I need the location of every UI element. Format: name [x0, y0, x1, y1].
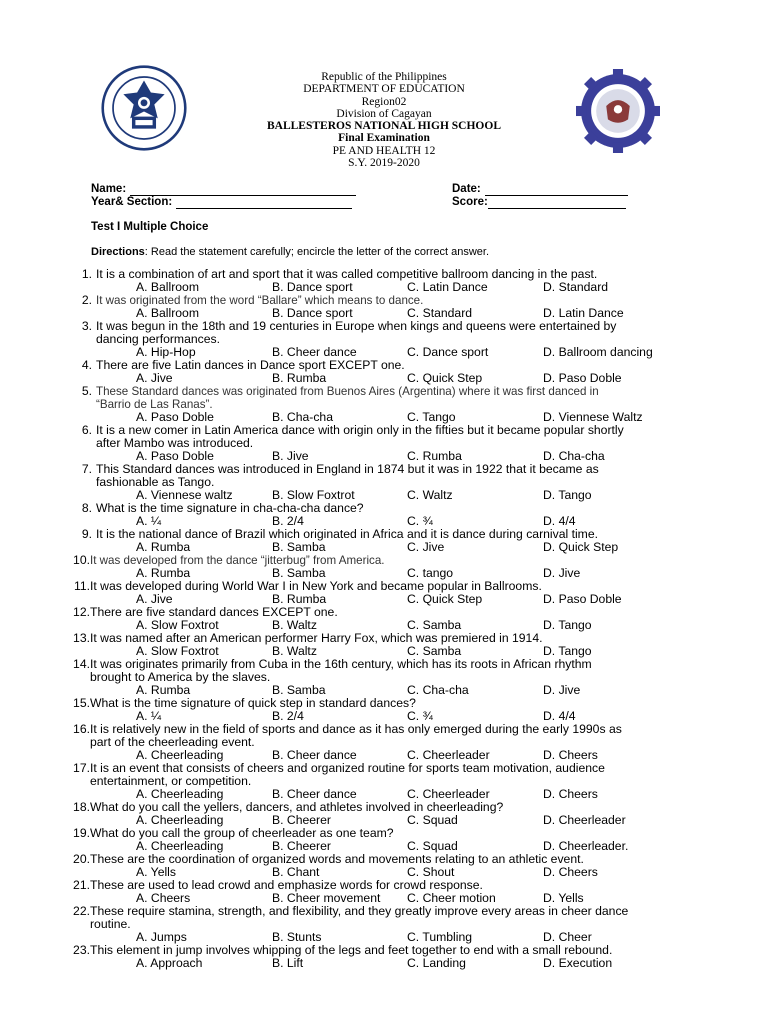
choice-b[interactable]: B. Rumba: [272, 371, 327, 385]
date-field[interactable]: [452, 183, 628, 196]
choice-c[interactable]: C. Cha-cha: [407, 683, 469, 697]
choice-c[interactable]: C. Cheerleader: [407, 787, 490, 801]
question-item: [0, 424, 768, 450]
question-number: 23.: [73, 943, 90, 957]
choice-d[interactable]: D. Quick Step: [543, 540, 619, 554]
choice-d[interactable]: D. Cheerleader: [543, 813, 626, 827]
choice-c[interactable]: C. Samba: [407, 618, 462, 632]
choice-a[interactable]: A. Rumba: [136, 540, 191, 554]
choice-b[interactable]: B. Waltz: [272, 618, 317, 632]
year-section-field[interactable]: [91, 196, 352, 209]
question-number: 19.: [73, 826, 90, 840]
choice-b[interactable]: B. Cheer dance: [272, 345, 357, 359]
score-field[interactable]: [452, 196, 626, 209]
choice-b[interactable]: B. Cha-cha: [272, 410, 333, 424]
choice-d[interactable]: D. Jive: [543, 566, 581, 580]
question-text: It was named after an American performer Harry Fox, which was premiered in 1914.: [90, 631, 543, 645]
question-number: 18.: [73, 800, 90, 814]
question-item: [0, 723, 768, 749]
question-number: 13.: [73, 631, 90, 645]
question-number: 14.: [73, 657, 90, 671]
question-item: [0, 359, 768, 372]
question-item: [0, 320, 768, 346]
choice-b[interactable]: B. Samba: [272, 566, 326, 580]
question-text: It was originated from the word “Ballare” which means to dance.: [96, 294, 424, 307]
choice-b[interactable]: B. Dance sport: [272, 280, 353, 294]
question-text: It was developed from the dance “jitterbug” from America.: [90, 554, 385, 567]
question-text: These are the coordination of organized words and movements relating to an athletic event.: [90, 852, 584, 866]
question-item: [0, 554, 768, 567]
question-text: This element in jump involves whipping of the legs and feet together to end with a small rebound.: [90, 943, 613, 957]
question-item: [0, 697, 768, 710]
choice-d[interactable]: D. Tango: [543, 644, 592, 658]
question-item: [0, 632, 768, 645]
question-text: What do you call the group of cheerleader as one team?: [90, 826, 394, 840]
choice-d[interactable]: D. Tango: [543, 618, 592, 632]
question-text: part of the cheerleading event.: [90, 735, 255, 749]
question-item: [0, 827, 768, 840]
choice-a[interactable]: A. Paso Doble: [136, 449, 214, 463]
choice-a[interactable]: A. Jumps: [136, 930, 187, 944]
question-text: It is an event that consists of cheers and organized routine for sports team motivation, audience: [90, 761, 605, 775]
question-text: These are used to lead crowd and emphasize words for crowd response.: [90, 878, 483, 892]
choice-d[interactable]: D. 4/4: [543, 709, 576, 723]
choice-b[interactable]: B. Samba: [272, 683, 326, 697]
choice-b[interactable]: B. Cheer movement: [272, 891, 381, 905]
question-text: It is relatively new in the field of sports and dance as it has only emerged during the early 1990s as: [90, 722, 622, 736]
school-year: S.Y. 2019-2020: [348, 157, 420, 170]
choice-a[interactable]: A. Slow Foxtrot: [136, 618, 219, 632]
name-blank[interactable]: [130, 184, 356, 196]
exam-title: Final Examination: [338, 132, 430, 145]
choice-d[interactable]: D. Tango: [543, 488, 592, 502]
choice-c[interactable]: C. Dance sport: [407, 345, 489, 359]
question-text: It was originates primarily from Cuba in the 16th century, which has its roots in African rhythm: [90, 657, 592, 671]
choice-a[interactable]: A. Yells: [136, 865, 176, 879]
choice-c[interactable]: C. Jive: [407, 540, 445, 554]
question-number: 8.: [81, 501, 92, 515]
answer-choices: [0, 957, 768, 970]
document-header: [0, 71, 768, 169]
choice-a[interactable]: A. Viennese waltz: [136, 488, 233, 502]
choice-a[interactable]: A. Jive: [136, 592, 173, 606]
header-division: Division of Cagayan: [336, 107, 432, 120]
test-title: Test I Multiple Choice: [91, 221, 209, 233]
choice-b[interactable]: B. Cheer dance: [272, 787, 357, 801]
choice-d[interactable]: D. Cheers: [543, 748, 598, 762]
score-label: Score:: [452, 196, 488, 208]
question-item: [0, 658, 768, 684]
question-number: 12.: [73, 605, 90, 619]
choice-b[interactable]: B. Slow Foxtrot: [272, 488, 355, 502]
question-text: These Standard dances was originated from Buenos Aires (Argentina) where it was first danced in: [96, 385, 599, 398]
school-name: BALLESTEROS NATIONAL HIGH SCHOOL: [266, 120, 501, 133]
question-item: [0, 606, 768, 619]
question-text: What do you call the yellers, dancers, and athletes involved in cheerleading?: [90, 800, 504, 814]
choice-c[interactable]: C. tango: [407, 566, 454, 580]
choice-c[interactable]: C. ¾: [407, 709, 433, 723]
question-text: fashionable as Tango.: [96, 475, 215, 489]
answer-choices: [0, 281, 768, 294]
choice-a[interactable]: A. Slow Foxtrot: [136, 644, 219, 658]
choice-a[interactable]: A. Ballroom: [136, 306, 199, 320]
question-item: [0, 294, 768, 307]
question-text: This Standard dances was introduced in England in 1874 but it was in 1922 that it became as: [96, 462, 599, 476]
choice-b[interactable]: B. Chant: [272, 865, 320, 879]
question-item: [0, 944, 768, 957]
choice-d[interactable]: D. Viennese Waltz: [543, 410, 643, 424]
question-number: 5.: [81, 384, 92, 398]
question-text: It is a new comer in Latin America dance with origin only in the fifties but it became popular shortly: [96, 423, 624, 437]
choice-c[interactable]: C. Squad: [407, 839, 458, 853]
choice-b[interactable]: B. 2/4: [272, 709, 304, 723]
choice-c[interactable]: C. Shout: [407, 865, 455, 879]
choice-a[interactable]: A. Paso Doble: [136, 410, 214, 424]
question-number: 17.: [73, 761, 90, 775]
choice-a[interactable]: A. Approach: [136, 956, 203, 970]
choice-a[interactable]: A. ¼: [136, 514, 162, 528]
question-text: It is the national dance of Brazil which originated in Africa and it is dance during carnival time.: [96, 527, 598, 541]
question-number: 7.: [81, 462, 92, 476]
answer-choices: [0, 372, 768, 385]
choice-d[interactable]: D. Cheers: [543, 787, 598, 801]
question-number: 4.: [81, 358, 92, 372]
choice-a[interactable]: A. Cheerleading: [136, 839, 224, 853]
question-number: 10.: [73, 553, 90, 567]
choice-c[interactable]: C. Landing: [407, 956, 466, 970]
choice-d[interactable]: D. Paso Doble: [543, 592, 622, 606]
question-number: 3.: [81, 319, 92, 333]
choice-d[interactable]: D. Ballroom dancing: [543, 345, 653, 359]
answer-choices: [0, 541, 768, 554]
choice-d[interactable]: D. Yells: [543, 891, 584, 905]
choice-b[interactable]: B. Cheer dance: [272, 748, 357, 762]
choice-a[interactable]: A. Cheerleading: [136, 787, 224, 801]
question-item: [0, 879, 768, 892]
choice-a[interactable]: A. Jive: [136, 371, 173, 385]
question-text: These require stamina, strength, and flexibility, and they greatly improve every areas in cheer dance: [90, 904, 629, 918]
choice-a[interactable]: A. Cheerleading: [136, 748, 224, 762]
choice-b[interactable]: B. Lift: [272, 956, 304, 970]
question-text: What is the time signature of quick step in standard dances?: [90, 696, 416, 710]
choice-c[interactable]: C. Quick Step: [407, 371, 483, 385]
choice-d[interactable]: D. Cha-cha: [543, 449, 605, 463]
question-number: 16.: [73, 722, 90, 736]
choice-d[interactable]: D. Cheerleader.: [543, 839, 629, 853]
choice-d[interactable]: D. Cheer: [543, 930, 592, 944]
question-number: 6.: [81, 423, 92, 437]
choice-b[interactable]: B. Dance sport: [272, 306, 353, 320]
question-text: “Barrio de Las Ranas”.: [96, 398, 213, 411]
choice-b[interactable]: B. Rumba: [272, 592, 327, 606]
question-text: after Mambo was introduced.: [96, 436, 254, 450]
date-blank[interactable]: [485, 184, 628, 196]
name-label: Name:: [91, 183, 127, 195]
choice-b[interactable]: B. Samba: [272, 540, 326, 554]
year-section-blank[interactable]: [176, 197, 352, 209]
choice-a[interactable]: A. Rumba: [136, 683, 191, 697]
question-item: [0, 762, 768, 788]
question-text: brought to America by the slaves.: [90, 670, 271, 684]
choice-c[interactable]: C. Waltz: [407, 488, 453, 502]
question-item: [0, 905, 768, 931]
choice-a[interactable]: A. Rumba: [136, 566, 191, 580]
choice-c[interactable]: C. ¾: [407, 514, 433, 528]
date-label: Date:: [452, 183, 481, 195]
question-text: dancing performances.: [96, 332, 220, 346]
question-text: It is a combination of art and sport that it was called competitive ballroom dancing in the past.: [96, 267, 598, 281]
choice-b[interactable]: B. Cheerer: [272, 813, 331, 827]
year-section-label: Year& Section:: [91, 196, 173, 208]
question-item: [0, 853, 768, 866]
subject-title: PE AND HEALTH 12: [332, 144, 436, 157]
question-text: routine.: [90, 917, 131, 931]
name-field[interactable]: [91, 183, 356, 196]
question-item: [0, 502, 768, 515]
question-item: [0, 463, 768, 489]
choice-a[interactable]: A. Cheers: [136, 891, 191, 905]
choice-c[interactable]: C. Latin Dance: [407, 280, 488, 294]
choice-a[interactable]: A. Ballroom: [136, 280, 199, 294]
choice-b[interactable]: B. Waltz: [272, 644, 317, 658]
choice-d[interactable]: D. Execution: [543, 956, 613, 970]
question-item: [0, 385, 768, 411]
directions-text: : Read the statement carefully; encircle the letter of the correct answer.: [144, 246, 490, 258]
question-item: [0, 268, 768, 281]
choice-d[interactable]: D. Jive: [543, 683, 581, 697]
question-item: [0, 528, 768, 541]
directions: [91, 246, 489, 258]
header-region: Region02: [361, 95, 407, 108]
choice-a[interactable]: A. Cheerleading: [136, 813, 224, 827]
choice-c[interactable]: C. Tango: [407, 410, 456, 424]
choice-c[interactable]: C. Standard: [407, 306, 473, 320]
choice-d[interactable]: D. Paso Doble: [543, 371, 622, 385]
question-number: 22.: [73, 904, 90, 918]
score-blank[interactable]: [488, 197, 626, 209]
choice-d[interactable]: D. Cheers: [543, 865, 598, 879]
choice-c[interactable]: C. Quick Step: [407, 592, 483, 606]
question-text: There are five standard dances EXCEPT one.: [90, 605, 338, 619]
question-number: 1.: [81, 267, 92, 281]
choice-b[interactable]: B. Cheerer: [272, 839, 331, 853]
header-department: DEPARTMENT OF EDUCATION: [303, 83, 465, 96]
question-text: entertainment, or competition.: [90, 774, 252, 788]
questions-list: [0, 268, 768, 970]
question-number: 20.: [73, 852, 90, 866]
question-number: 9.: [81, 527, 92, 541]
question-item: [0, 580, 768, 593]
choice-c[interactable]: C. Samba: [407, 644, 462, 658]
choice-a[interactable]: A. Hip-Hop: [136, 345, 196, 359]
choice-d[interactable]: D. 4/4: [543, 514, 576, 528]
question-text: It was begun in the 18th and 19 centuries in Europe when kings and queens were entertained by: [96, 319, 617, 333]
directions-label: Directions: [91, 246, 145, 258]
question-number: 21.: [73, 878, 90, 892]
choice-c[interactable]: C. Cheerleader: [407, 748, 490, 762]
choice-c[interactable]: C. Squad: [407, 813, 458, 827]
header-republic: Republic of the Philippines: [321, 71, 447, 83]
choice-d[interactable]: D. Standard: [543, 280, 609, 294]
choice-d[interactable]: D. Latin Dance: [543, 306, 624, 320]
question-number: 15.: [73, 696, 90, 710]
choice-b[interactable]: B. 2/4: [272, 514, 304, 528]
question-number: 2.: [81, 293, 92, 307]
question-item: [0, 801, 768, 814]
choice-b[interactable]: B. Jive: [272, 449, 309, 463]
choice-c[interactable]: C. Tumbling: [407, 930, 473, 944]
question-number: 11.: [73, 579, 90, 593]
question-text: What is the time signature in cha-cha-cha dance?: [96, 501, 364, 515]
choice-a[interactable]: A. ¼: [136, 709, 162, 723]
choice-c[interactable]: C. Cheer motion: [407, 891, 496, 905]
question-text: It was developed during World War I in New York and became popular in Ballrooms.: [90, 579, 542, 593]
choice-b[interactable]: B. Stunts: [272, 930, 322, 944]
question-text: There are five Latin dances in Dance sport EXCEPT one.: [96, 358, 405, 372]
choice-c[interactable]: C. Rumba: [407, 449, 462, 463]
